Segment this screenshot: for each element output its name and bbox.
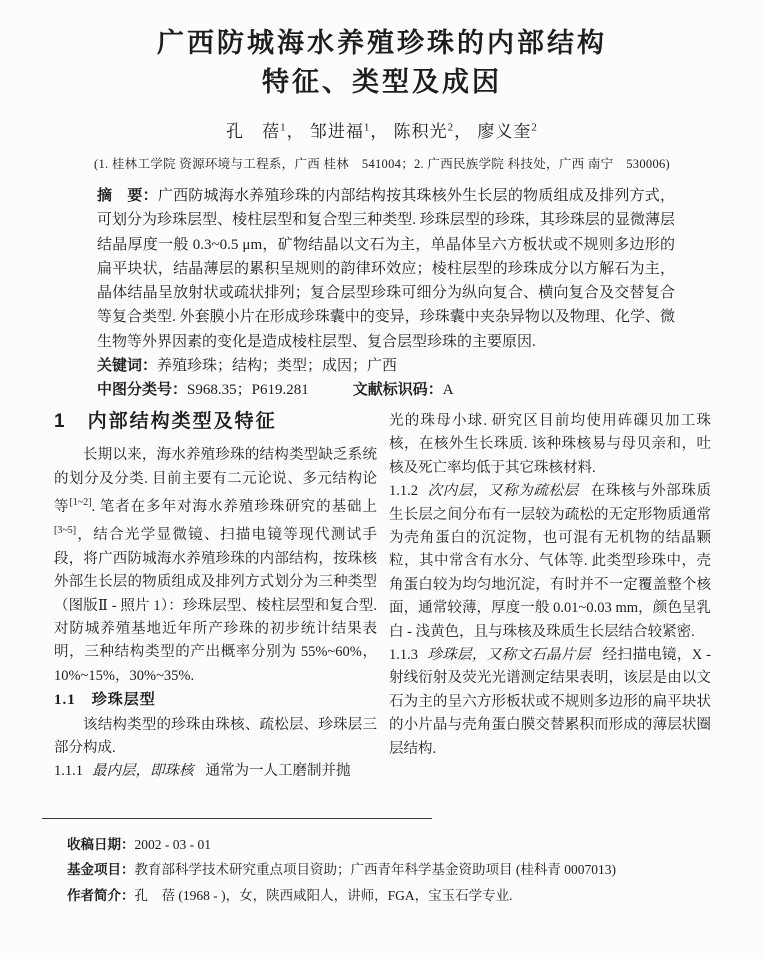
author-bio-label: 作者简介： — [67, 887, 135, 903]
citation-ref: [1~2] — [69, 497, 92, 509]
body-column-right — [389, 410, 711, 761]
footnote-block — [67, 832, 723, 908]
author-affil-mark: 1 — [280, 121, 287, 134]
author-name: 邹进福 — [309, 122, 364, 141]
paragraph-text: 在珠核与外部珠质生长层之间分布有一层较为疏松的无定形物质通常为壳角蛋白的沉淀物，也可混有无机物的结晶颗粒，其中常含有水分、气体等. 此类型珍珠中，壳角蛋白较为均匀地沉淀，有时并不一定覆盖整个核面，通常较薄，厚度一般 0.01~0.03 mm，颜色呈乳白 - 浅黄色，且与珠核及珠质生长层结合较紧密. — [389, 483, 712, 640]
authors-line — [0, 117, 764, 142]
author-separator: ， — [454, 122, 473, 141]
paragraph-text: . 笔者在多年对海水养殖珍珠研究的基础上 — [91, 499, 378, 516]
item-title: 珍珠层，又称文石晶片层 — [427, 647, 591, 664]
footnote-divider — [42, 818, 432, 819]
section-1-1-paragraph: 该结构类型的珍珠由珠核、疏松层、珍珠层三部分构成. — [54, 716, 377, 756]
item-title: 最内层，即珠核 — [92, 763, 194, 780]
author-affil-mark: 1 — [363, 121, 371, 134]
paragraph-text: ，结合光学显微镜、扫描电镜等现代测试手段，将广西防城海水养殖珍珠的内部结构，按珠核外部生长层的物质组成及排列方式划分为三种类型（图版Ⅱ - 照片 1）：珍珠层型、棱柱层型和复合型. 对防城养殖基地近年所产珍珠的初步统计结果表明，三种结构类型的产出概率分别为 55%~60%，10%~15%，30%~35%. — [54, 527, 377, 684]
abstract-text: 广西防城海水养殖珍珠的内部结构按其珠核外生长层的物质组成及排列方式，可划分为珍珠层型、棱柱层型和复合型三种类型. 珍珠层型的珍珠，其珍珠层的显微薄层结晶厚度一般 0.3~0.5 μm，矿物结晶以文石为主，单晶体呈六方板状或不规则多边形的扁平块状，结晶薄层的累积呈规则的韵律环效应；棱柱层型的珍珠成分以方解石为主，晶体结晶呈放射状或疏状排列；复合层型珍珠可细分为纵向复合、横向复合及交替复合等复合类型. 外套膜小片在形成珍珠囊中的变异，珍珠囊中夹杂异物以及物理、化学、微生物等外界因素的变化是造成棱柱层型、复合层型珍珠的主要原因. — [97, 188, 675, 350]
funding-line — [67, 857, 723, 882]
author-separator: ， — [370, 122, 389, 141]
author-name: 陈积光 — [393, 122, 448, 141]
author-name: 孔 蓓 — [226, 122, 281, 141]
paragraph-text: 经扫描电镜，X - 射线衍射及荧光光谱测定结果表明，该层是由以文石为主的呈六方形板状或不规则多边形的扁平块状的小片晶与壳角蛋白膜交替累积而形成的薄层状圈层结构. — [389, 647, 711, 757]
continuation-paragraph: 光的珠母小球. 研究区目前均使用砗磲贝加工珠核，在核外生长珠质. 该种珠核易与母贝亲和，吐核及死亡率均低于其它珠核材料. — [389, 413, 711, 476]
paragraph-text: 长期以来，海水养殖珍珠的结构类型缺乏系统的划分及分类. 目前主要有二元论说、多元结构论等 — [54, 447, 377, 516]
received-date-line — [67, 832, 723, 857]
item-1-1-2-paragraph — [389, 480, 711, 644]
item-number: 1.1.2 — [389, 483, 418, 500]
author — [394, 122, 473, 141]
received-date-value: 2002 - 03 - 01 — [134, 837, 211, 852]
section-1-1-heading: 1.1 珍珠层型 — [54, 692, 156, 709]
citation-ref: [3~5] — [54, 525, 77, 537]
funding-label: 基金项目： — [67, 862, 135, 878]
clc-label: 中图分类号： — [97, 382, 188, 399]
keywords-text: 养殖珍珠；结构；类型；成因；广西 — [157, 358, 398, 375]
item-number: 1.1.1 — [54, 763, 83, 780]
author — [477, 122, 538, 141]
author — [310, 122, 389, 141]
author-bio-value: 孔 蓓 (1968 - )，女，陕西咸阳人，讲师，FGA，宝玉石学专业. — [134, 887, 513, 903]
classification-line — [97, 378, 675, 402]
received-date-label: 收稿日期： — [67, 837, 135, 852]
keywords-line — [97, 354, 675, 378]
doc-code-value: A — [442, 382, 454, 399]
item-1-1-3-paragraph — [389, 644, 711, 761]
author-bio-line — [67, 883, 723, 908]
abstract-paragraph — [97, 184, 675, 354]
clc-value: S968.35；P619.281 — [187, 382, 309, 399]
paper-title-line2: 特征、类型及成因 — [262, 67, 502, 97]
item-title: 次内层，又称为疏松层 — [427, 483, 579, 500]
section-1-heading: 1 内部结构类型及特征 — [54, 411, 277, 432]
section-1-paragraph — [54, 444, 377, 688]
item-number: 1.1.3 — [389, 647, 418, 664]
item-1-1-1-paragraph — [54, 760, 377, 783]
author-separator: ， — [286, 122, 305, 141]
paper-title — [0, 0, 764, 102]
keywords-label: 关键词： — [97, 358, 158, 375]
funding-value: 教育部科学技术研究重点项目资助；广西青年科学基金资助项目 (桂科青 0007013) — [134, 862, 616, 878]
affiliation-line: (1. 桂林工学院 资源环境与工程系，广西 桂林 541004；2. 广西民族学院 科技处，广西 南宁 530006) — [93, 157, 671, 171]
abstract-section — [97, 184, 675, 403]
body-column-left — [54, 410, 377, 784]
paragraph-text: 通常为一人工磨制并抛 — [205, 763, 351, 780]
doc-code-label: 文献标识码： — [352, 382, 443, 399]
author-affil-mark: 2 — [447, 121, 455, 134]
paper-title-line1: 广西防城海水养殖珍珠的内部结构 — [157, 28, 607, 58]
author — [226, 122, 305, 141]
author-name: 廖义奎 — [477, 122, 532, 141]
author-affil-mark: 2 — [531, 121, 538, 134]
abstract-label: 摘 要： — [97, 188, 158, 204]
